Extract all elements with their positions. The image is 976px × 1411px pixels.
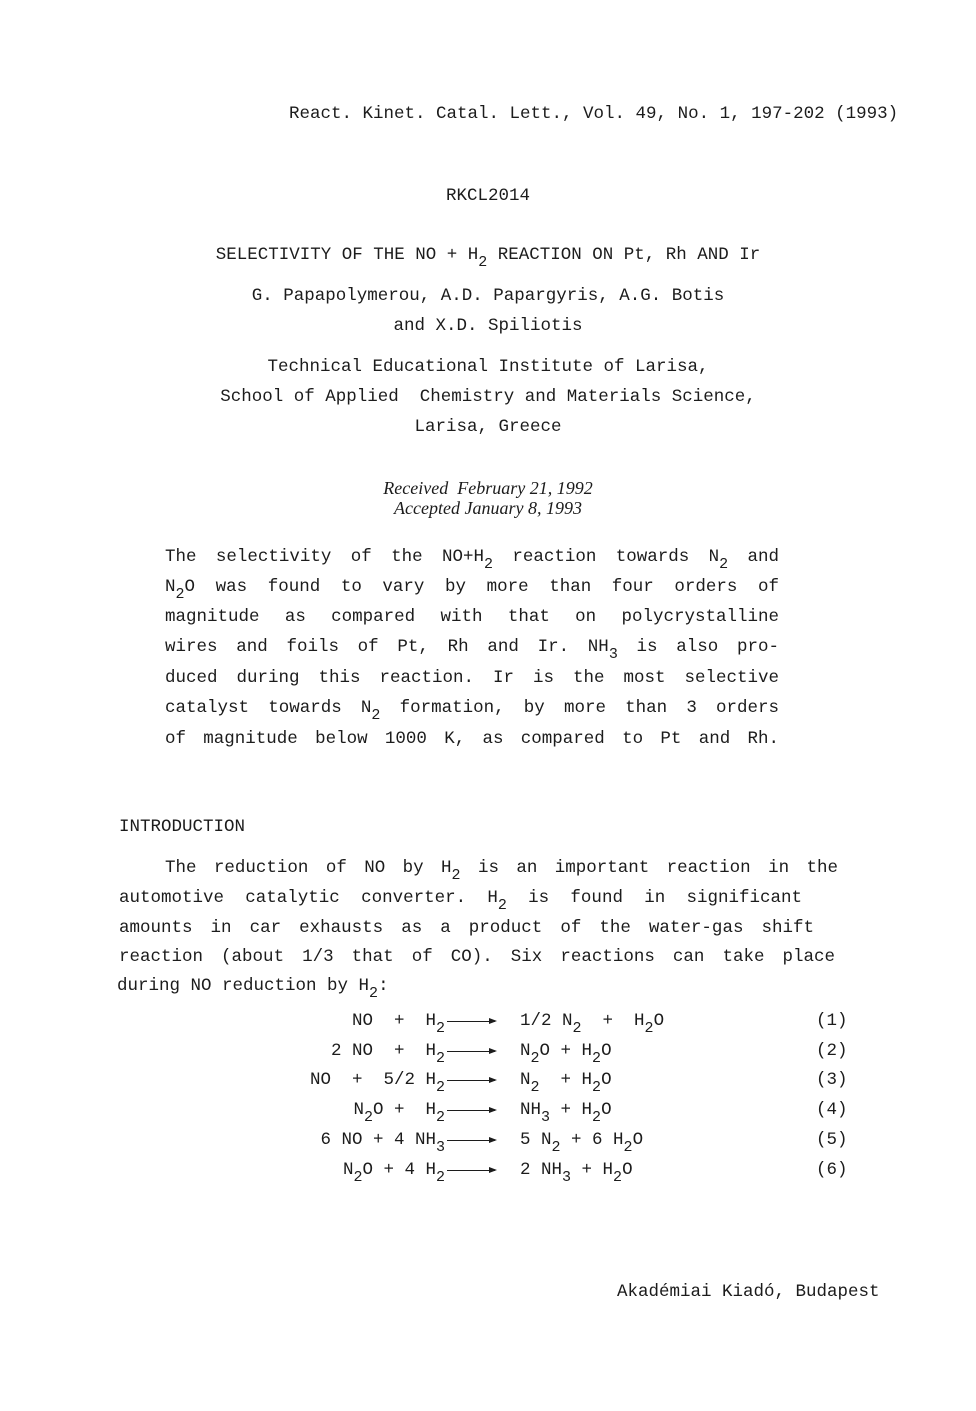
- equation-number: (6): [816, 1160, 848, 1180]
- arrow-right-icon: [447, 1170, 495, 1171]
- reaction-equation: [0, 1129, 976, 1156]
- received-date: Received February 21, 1992: [383, 478, 593, 498]
- affiliation-line-2: School of Applied Chemistry and Materials Science,: [220, 387, 756, 407]
- abstract-line: The selectivity of the $NO+H_2$ reaction towards $N_2$ and: [165, 547, 779, 573]
- reaction-equation: [0, 1159, 976, 1186]
- reaction-products: 2 $NH_3 + H_2O$: [520, 1160, 633, 1186]
- reaction-equation: [0, 1010, 976, 1037]
- arrow-right-icon: [447, 1021, 495, 1022]
- paper-title: SELECTIVITY OF THE NO + $H_2$ REACTION ON Pt, Rh AND Ir: [215, 245, 761, 271]
- intro-line: The reduction of NO by $H_2$ is an important reaction in the: [165, 858, 838, 884]
- reaction-reactants: 2 NO + $H_2$: [330, 1041, 445, 1067]
- publisher: Akadémiai Kiadó, Budapest: [617, 1282, 880, 1302]
- abstract-line: duced during this reaction. Ir is the most selective: [165, 668, 779, 688]
- section-heading-introduction: INTRODUCTION: [119, 817, 246, 837]
- abstract-line: $N_2O$ was found to vary by more than four orders of: [165, 577, 779, 603]
- reaction-reactants: NO + $H_2$: [351, 1011, 445, 1037]
- equation-number: (3): [816, 1070, 848, 1090]
- intro-line: reaction (about 1/3 that of CO). Six reactions can take place: [119, 947, 835, 967]
- article-code: RKCL2014: [445, 186, 530, 206]
- reaction-reactants: 6 NO + 4 $NH_3$: [320, 1130, 445, 1156]
- authors-line-1: G. Papapolymerou, A.D. Papargyris, A.G. Botis: [251, 286, 725, 306]
- arrow-right-icon: [447, 1080, 495, 1081]
- intro-line: amounts in car exhausts as a product of the water-gas shift: [119, 918, 814, 938]
- reaction-products: $N_2O + H_2O$: [520, 1041, 612, 1067]
- reaction-reactants: NO + 5/2 $H_2$: [309, 1070, 445, 1096]
- reaction-products: $NH_3 + H_2O$: [520, 1100, 612, 1126]
- abstract-line: wires and foils of Pt, Rh and Ir. $NH_3$ is also pro-: [165, 637, 780, 663]
- abstract-line: catalyst towards $N_2$ formation, by more than 3 orders: [165, 698, 780, 724]
- reaction-reactants: $N_2O + H_2$: [353, 1100, 445, 1126]
- reaction-equation: [0, 1069, 976, 1096]
- affiliation-line-1: Technical Educational Institute of Larisa,: [267, 357, 709, 377]
- abstract-line: magnitude as compared with that on polycrystalline: [165, 607, 779, 627]
- equation-number: (1): [816, 1011, 848, 1031]
- intro-line: automotive catalytic converter. $H_2$ is found in significant: [119, 888, 803, 914]
- affiliation-line-3: Larisa, Greece: [414, 417, 562, 437]
- reaction-products: $N_2 + H_2O$: [520, 1070, 612, 1096]
- arrow-right-icon: [447, 1051, 495, 1052]
- reaction-equation: [0, 1099, 976, 1126]
- journal-citation: React. Kinet. Catal. Lett., Vol. 49, No. 1, 197-202 (1993): [289, 104, 899, 124]
- intro-line: during NO reduction by $H_2$:: [117, 976, 389, 1002]
- reaction-products: 5 $N_2 + 6$ $H_2O$: [520, 1130, 644, 1156]
- abstract-line: of magnitude below 1000 K, as compared to Pt and Rh.: [165, 729, 779, 749]
- arrow-right-icon: [447, 1110, 495, 1111]
- reaction-equation: [0, 1040, 976, 1067]
- reaction-reactants: $N_2O + 4$ $H_2$: [342, 1160, 445, 1186]
- reaction-products: 1/2 $N_2 + H_2O$: [520, 1011, 665, 1037]
- equation-number: (5): [816, 1130, 848, 1150]
- equation-number: (4): [816, 1100, 848, 1120]
- authors-line-2: and X.D. Spiliotis: [393, 316, 583, 336]
- equation-number: (2): [816, 1041, 848, 1061]
- accepted-date: Accepted January 8, 1993: [394, 498, 582, 518]
- arrow-right-icon: [447, 1140, 495, 1141]
